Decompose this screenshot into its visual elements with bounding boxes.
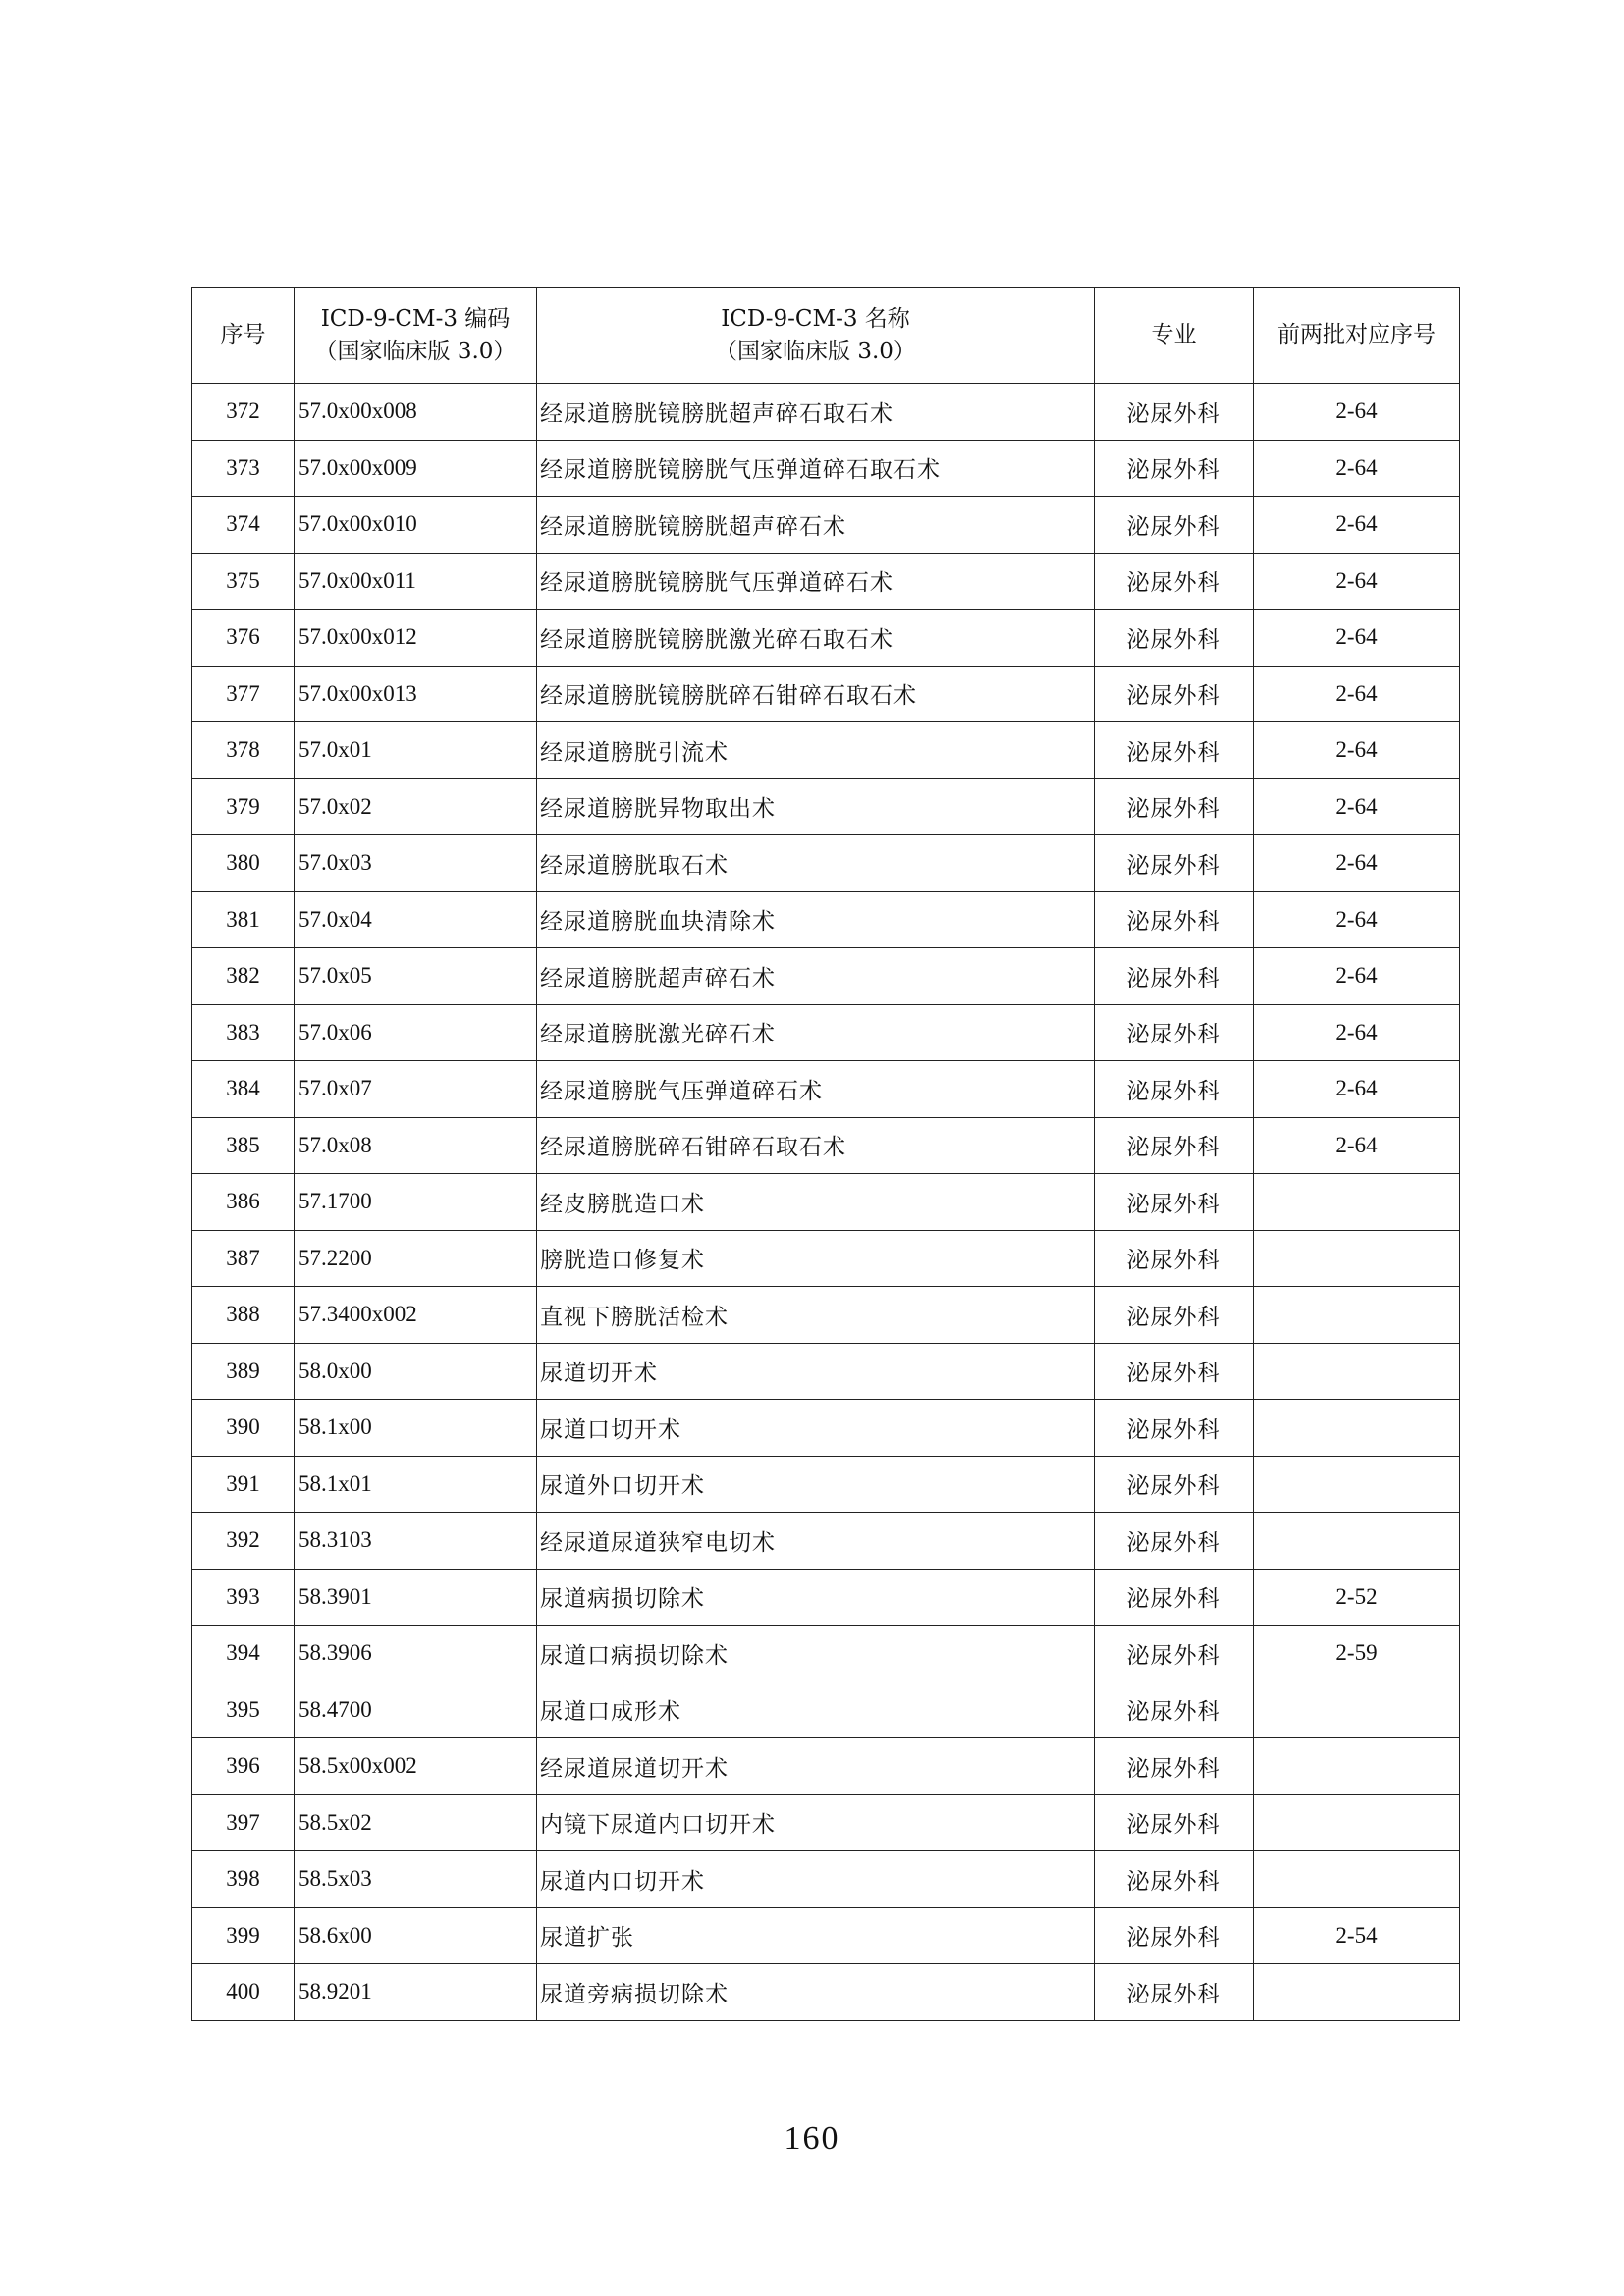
cell-name: 经尿道膀胱镜膀胱超声碎石取石术 (537, 384, 1095, 441)
header-code-line1: ICD-9-CM-3 编码 (320, 305, 511, 332)
cell-specialty: 泌尿外科 (1095, 384, 1254, 441)
cell-name: 经尿道膀胱气压弹道碎石术 (537, 1061, 1095, 1118)
table-row (192, 1794, 1460, 1851)
cell-code: 58.9201 (295, 1964, 537, 2021)
cell-name: 尿道旁病损切除术 (537, 1964, 1095, 2021)
cell-specialty: 泌尿外科 (1095, 610, 1254, 667)
cell-prev-seq: 2-54 (1254, 1907, 1460, 1964)
cell-seq: 396 (192, 1738, 295, 1795)
table-row (192, 1400, 1460, 1457)
cell-prev-seq: 2-64 (1254, 891, 1460, 948)
cell-prev-seq (1254, 1682, 1460, 1738)
header-specialty: 专业 (1095, 288, 1254, 384)
cell-seq: 384 (192, 1061, 295, 1118)
cell-code: 58.1x00 (295, 1400, 537, 1457)
cell-specialty: 泌尿外科 (1095, 1400, 1254, 1457)
cell-specialty: 泌尿外科 (1095, 553, 1254, 610)
cell-name: 经尿道膀胱镜膀胱气压弹道碎石术 (537, 553, 1095, 610)
cell-prev-seq: 2-64 (1254, 440, 1460, 497)
cell-specialty: 泌尿外科 (1095, 1626, 1254, 1682)
cell-name: 尿道口切开术 (537, 1400, 1095, 1457)
cell-code: 57.0x00x012 (295, 610, 537, 667)
table-row (192, 948, 1460, 1005)
cell-seq: 389 (192, 1343, 295, 1400)
cell-code: 57.0x00x009 (295, 440, 537, 497)
table-row (192, 1343, 1460, 1400)
cell-specialty: 泌尿外科 (1095, 497, 1254, 554)
cell-specialty: 泌尿外科 (1095, 1964, 1254, 2021)
cell-specialty: 泌尿外科 (1095, 891, 1254, 948)
table-row (192, 666, 1460, 722)
cell-prev-seq (1254, 1794, 1460, 1851)
cell-specialty: 泌尿外科 (1095, 1004, 1254, 1061)
cell-prev-seq (1254, 1964, 1460, 2021)
cell-code: 58.5x02 (295, 1794, 537, 1851)
cell-name: 经尿道膀胱异物取出术 (537, 778, 1095, 835)
cell-specialty: 泌尿外科 (1095, 1851, 1254, 1908)
header-name-line2: （国家临床版 3.0） (715, 338, 916, 364)
cell-code: 57.0x05 (295, 948, 537, 1005)
cell-prev-seq (1254, 1400, 1460, 1457)
cell-prev-seq: 2-59 (1254, 1626, 1460, 1682)
cell-name: 经尿道膀胱超声碎石术 (537, 948, 1095, 1005)
cell-name: 经尿道膀胱血块清除术 (537, 891, 1095, 948)
cell-specialty: 泌尿外科 (1095, 1117, 1254, 1174)
cell-code: 58.3103 (295, 1513, 537, 1570)
cell-code: 58.0x00 (295, 1343, 537, 1400)
cell-prev-seq (1254, 1738, 1460, 1795)
cell-name: 尿道切开术 (537, 1343, 1095, 1400)
cell-name: 尿道口成形术 (537, 1682, 1095, 1738)
cell-code: 57.0x07 (295, 1061, 537, 1118)
cell-prev-seq: 2-64 (1254, 835, 1460, 892)
cell-seq: 387 (192, 1230, 295, 1287)
cell-code: 58.5x03 (295, 1851, 537, 1908)
cell-specialty: 泌尿外科 (1095, 1230, 1254, 1287)
cell-prev-seq (1254, 1343, 1460, 1400)
cell-prev-seq: 2-64 (1254, 722, 1460, 779)
cell-prev-seq (1254, 1287, 1460, 1344)
cell-name: 经尿道尿道切开术 (537, 1738, 1095, 1795)
table-row (192, 1907, 1460, 1964)
cell-seq: 375 (192, 553, 295, 610)
cell-specialty: 泌尿外科 (1095, 1513, 1254, 1570)
cell-specialty: 泌尿外科 (1095, 1061, 1254, 1118)
cell-code: 58.3901 (295, 1569, 537, 1626)
cell-specialty: 泌尿外科 (1095, 948, 1254, 1005)
table-body (192, 384, 1460, 2021)
cell-seq: 381 (192, 891, 295, 948)
cell-name: 经尿道膀胱取石术 (537, 835, 1095, 892)
cell-seq: 394 (192, 1626, 295, 1682)
cell-name: 经尿道膀胱镜膀胱气压弹道碎石取石术 (537, 440, 1095, 497)
cell-name: 经尿道尿道狭窄电切术 (537, 1513, 1095, 1570)
cell-prev-seq: 2-52 (1254, 1569, 1460, 1626)
cell-specialty: 泌尿外科 (1095, 1287, 1254, 1344)
table-row (192, 610, 1460, 667)
cell-seq: 380 (192, 835, 295, 892)
cell-code: 57.0x00x010 (295, 497, 537, 554)
cell-name: 尿道内口切开术 (537, 1851, 1095, 1908)
cell-seq: 400 (192, 1964, 295, 2021)
cell-seq: 382 (192, 948, 295, 1005)
table-row (192, 722, 1460, 779)
cell-seq: 399 (192, 1907, 295, 1964)
cell-prev-seq: 2-64 (1254, 553, 1460, 610)
header-seq: 序号 (192, 288, 295, 384)
cell-prev-seq: 2-64 (1254, 1061, 1460, 1118)
header-name (537, 288, 1095, 384)
cell-code: 57.0x02 (295, 778, 537, 835)
cell-prev-seq: 2-64 (1254, 1004, 1460, 1061)
table-row (192, 1117, 1460, 1174)
header-row (192, 288, 1460, 384)
table-row (192, 1682, 1460, 1738)
cell-name: 直视下膀胱活检术 (537, 1287, 1095, 1344)
cell-seq: 383 (192, 1004, 295, 1061)
cell-prev-seq (1254, 1174, 1460, 1231)
cell-code: 57.0x06 (295, 1004, 537, 1061)
cell-prev-seq (1254, 1851, 1460, 1908)
cell-prev-seq: 2-64 (1254, 666, 1460, 722)
cell-name: 内镜下尿道内口切开术 (537, 1794, 1095, 1851)
cell-seq: 390 (192, 1400, 295, 1457)
header-code (295, 288, 537, 384)
cell-prev-seq: 2-64 (1254, 610, 1460, 667)
cell-name: 经尿道膀胱碎石钳碎石取石术 (537, 1117, 1095, 1174)
cell-specialty: 泌尿外科 (1095, 1738, 1254, 1795)
page-number: 160 (784, 2120, 840, 2157)
cell-prev-seq: 2-64 (1254, 778, 1460, 835)
cell-seq: 378 (192, 722, 295, 779)
cell-code: 58.1x01 (295, 1456, 537, 1513)
cell-code: 58.3906 (295, 1626, 537, 1682)
cell-seq: 385 (192, 1117, 295, 1174)
cell-prev-seq (1254, 1456, 1460, 1513)
cell-seq: 397 (192, 1794, 295, 1851)
cell-name: 经尿道膀胱镜膀胱碎石钳碎石取石术 (537, 666, 1095, 722)
table-row (192, 384, 1460, 441)
cell-prev-seq (1254, 1513, 1460, 1570)
cell-specialty: 泌尿外科 (1095, 1907, 1254, 1964)
cell-code: 58.5x00x002 (295, 1738, 537, 1795)
cell-name: 经尿道膀胱镜膀胱超声碎石术 (537, 497, 1095, 554)
cell-code: 58.6x00 (295, 1907, 537, 1964)
cell-seq: 376 (192, 610, 295, 667)
cell-code: 57.0x00x013 (295, 666, 537, 722)
cell-code: 57.2200 (295, 1230, 537, 1287)
table-row (192, 1456, 1460, 1513)
cell-code: 57.0x01 (295, 722, 537, 779)
cell-code: 57.0x04 (295, 891, 537, 948)
cell-seq: 374 (192, 497, 295, 554)
cell-specialty: 泌尿外科 (1095, 666, 1254, 722)
cell-code: 57.0x00x011 (295, 553, 537, 610)
cell-seq: 398 (192, 1851, 295, 1908)
cell-seq: 377 (192, 666, 295, 722)
cell-name: 尿道扩张 (537, 1907, 1095, 1964)
cell-name: 经尿道膀胱引流术 (537, 722, 1095, 779)
cell-name: 经尿道膀胱激光碎石术 (537, 1004, 1095, 1061)
cell-code: 57.3400x002 (295, 1287, 537, 1344)
cell-prev-seq: 2-64 (1254, 497, 1460, 554)
cell-specialty: 泌尿外科 (1095, 1794, 1254, 1851)
cell-seq: 386 (192, 1174, 295, 1231)
cell-specialty: 泌尿外科 (1095, 1682, 1254, 1738)
table-row (192, 1626, 1460, 1682)
table-row (192, 1061, 1460, 1118)
table-row (192, 1513, 1460, 1570)
cell-code: 57.0x00x008 (295, 384, 537, 441)
cell-name: 膀胱造口修复术 (537, 1230, 1095, 1287)
cell-code: 57.0x08 (295, 1117, 537, 1174)
cell-seq: 379 (192, 778, 295, 835)
cell-code: 58.4700 (295, 1682, 537, 1738)
cell-specialty: 泌尿外科 (1095, 440, 1254, 497)
header-code-line2: （国家临床版 3.0） (314, 338, 516, 364)
table-row (192, 1287, 1460, 1344)
table-row (192, 440, 1460, 497)
cell-name: 经尿道膀胱镜膀胱激光碎石取石术 (537, 610, 1095, 667)
cell-seq: 372 (192, 384, 295, 441)
cell-seq: 373 (192, 440, 295, 497)
cell-specialty: 泌尿外科 (1095, 778, 1254, 835)
cell-seq: 392 (192, 1513, 295, 1570)
cell-prev-seq: 2-64 (1254, 1117, 1460, 1174)
cell-name: 尿道口病损切除术 (537, 1626, 1095, 1682)
cell-name: 尿道病损切除术 (537, 1569, 1095, 1626)
cell-prev-seq (1254, 1230, 1460, 1287)
header-name-line1: ICD-9-CM-3 名称 (721, 305, 910, 332)
table-row (192, 1851, 1460, 1908)
table-row (192, 1964, 1460, 2021)
header-prev-seq: 前两批对应序号 (1254, 288, 1460, 384)
table-row (192, 1569, 1460, 1626)
cell-specialty: 泌尿外科 (1095, 1343, 1254, 1400)
cell-seq: 393 (192, 1569, 295, 1626)
cell-specialty: 泌尿外科 (1095, 1174, 1254, 1231)
cell-seq: 395 (192, 1682, 295, 1738)
cell-specialty: 泌尿外科 (1095, 835, 1254, 892)
cell-name: 尿道外口切开术 (537, 1456, 1095, 1513)
cell-specialty: 泌尿外科 (1095, 1456, 1254, 1513)
cell-name: 经皮膀胱造口术 (537, 1174, 1095, 1231)
cell-specialty: 泌尿外科 (1095, 722, 1254, 779)
table-row (192, 1004, 1460, 1061)
table-row (192, 1230, 1460, 1287)
cell-seq: 388 (192, 1287, 295, 1344)
procedure-table (191, 287, 1460, 2021)
table-row (192, 497, 1460, 554)
table-row (192, 778, 1460, 835)
cell-seq: 391 (192, 1456, 295, 1513)
cell-prev-seq: 2-64 (1254, 384, 1460, 441)
cell-prev-seq: 2-64 (1254, 948, 1460, 1005)
cell-code: 57.1700 (295, 1174, 537, 1231)
table-header (192, 288, 1460, 384)
cell-specialty: 泌尿外科 (1095, 1569, 1254, 1626)
table-row (192, 1174, 1460, 1231)
table-row (192, 553, 1460, 610)
table-row (192, 1738, 1460, 1795)
table-row (192, 891, 1460, 948)
cell-code: 57.0x03 (295, 835, 537, 892)
table-row (192, 835, 1460, 892)
